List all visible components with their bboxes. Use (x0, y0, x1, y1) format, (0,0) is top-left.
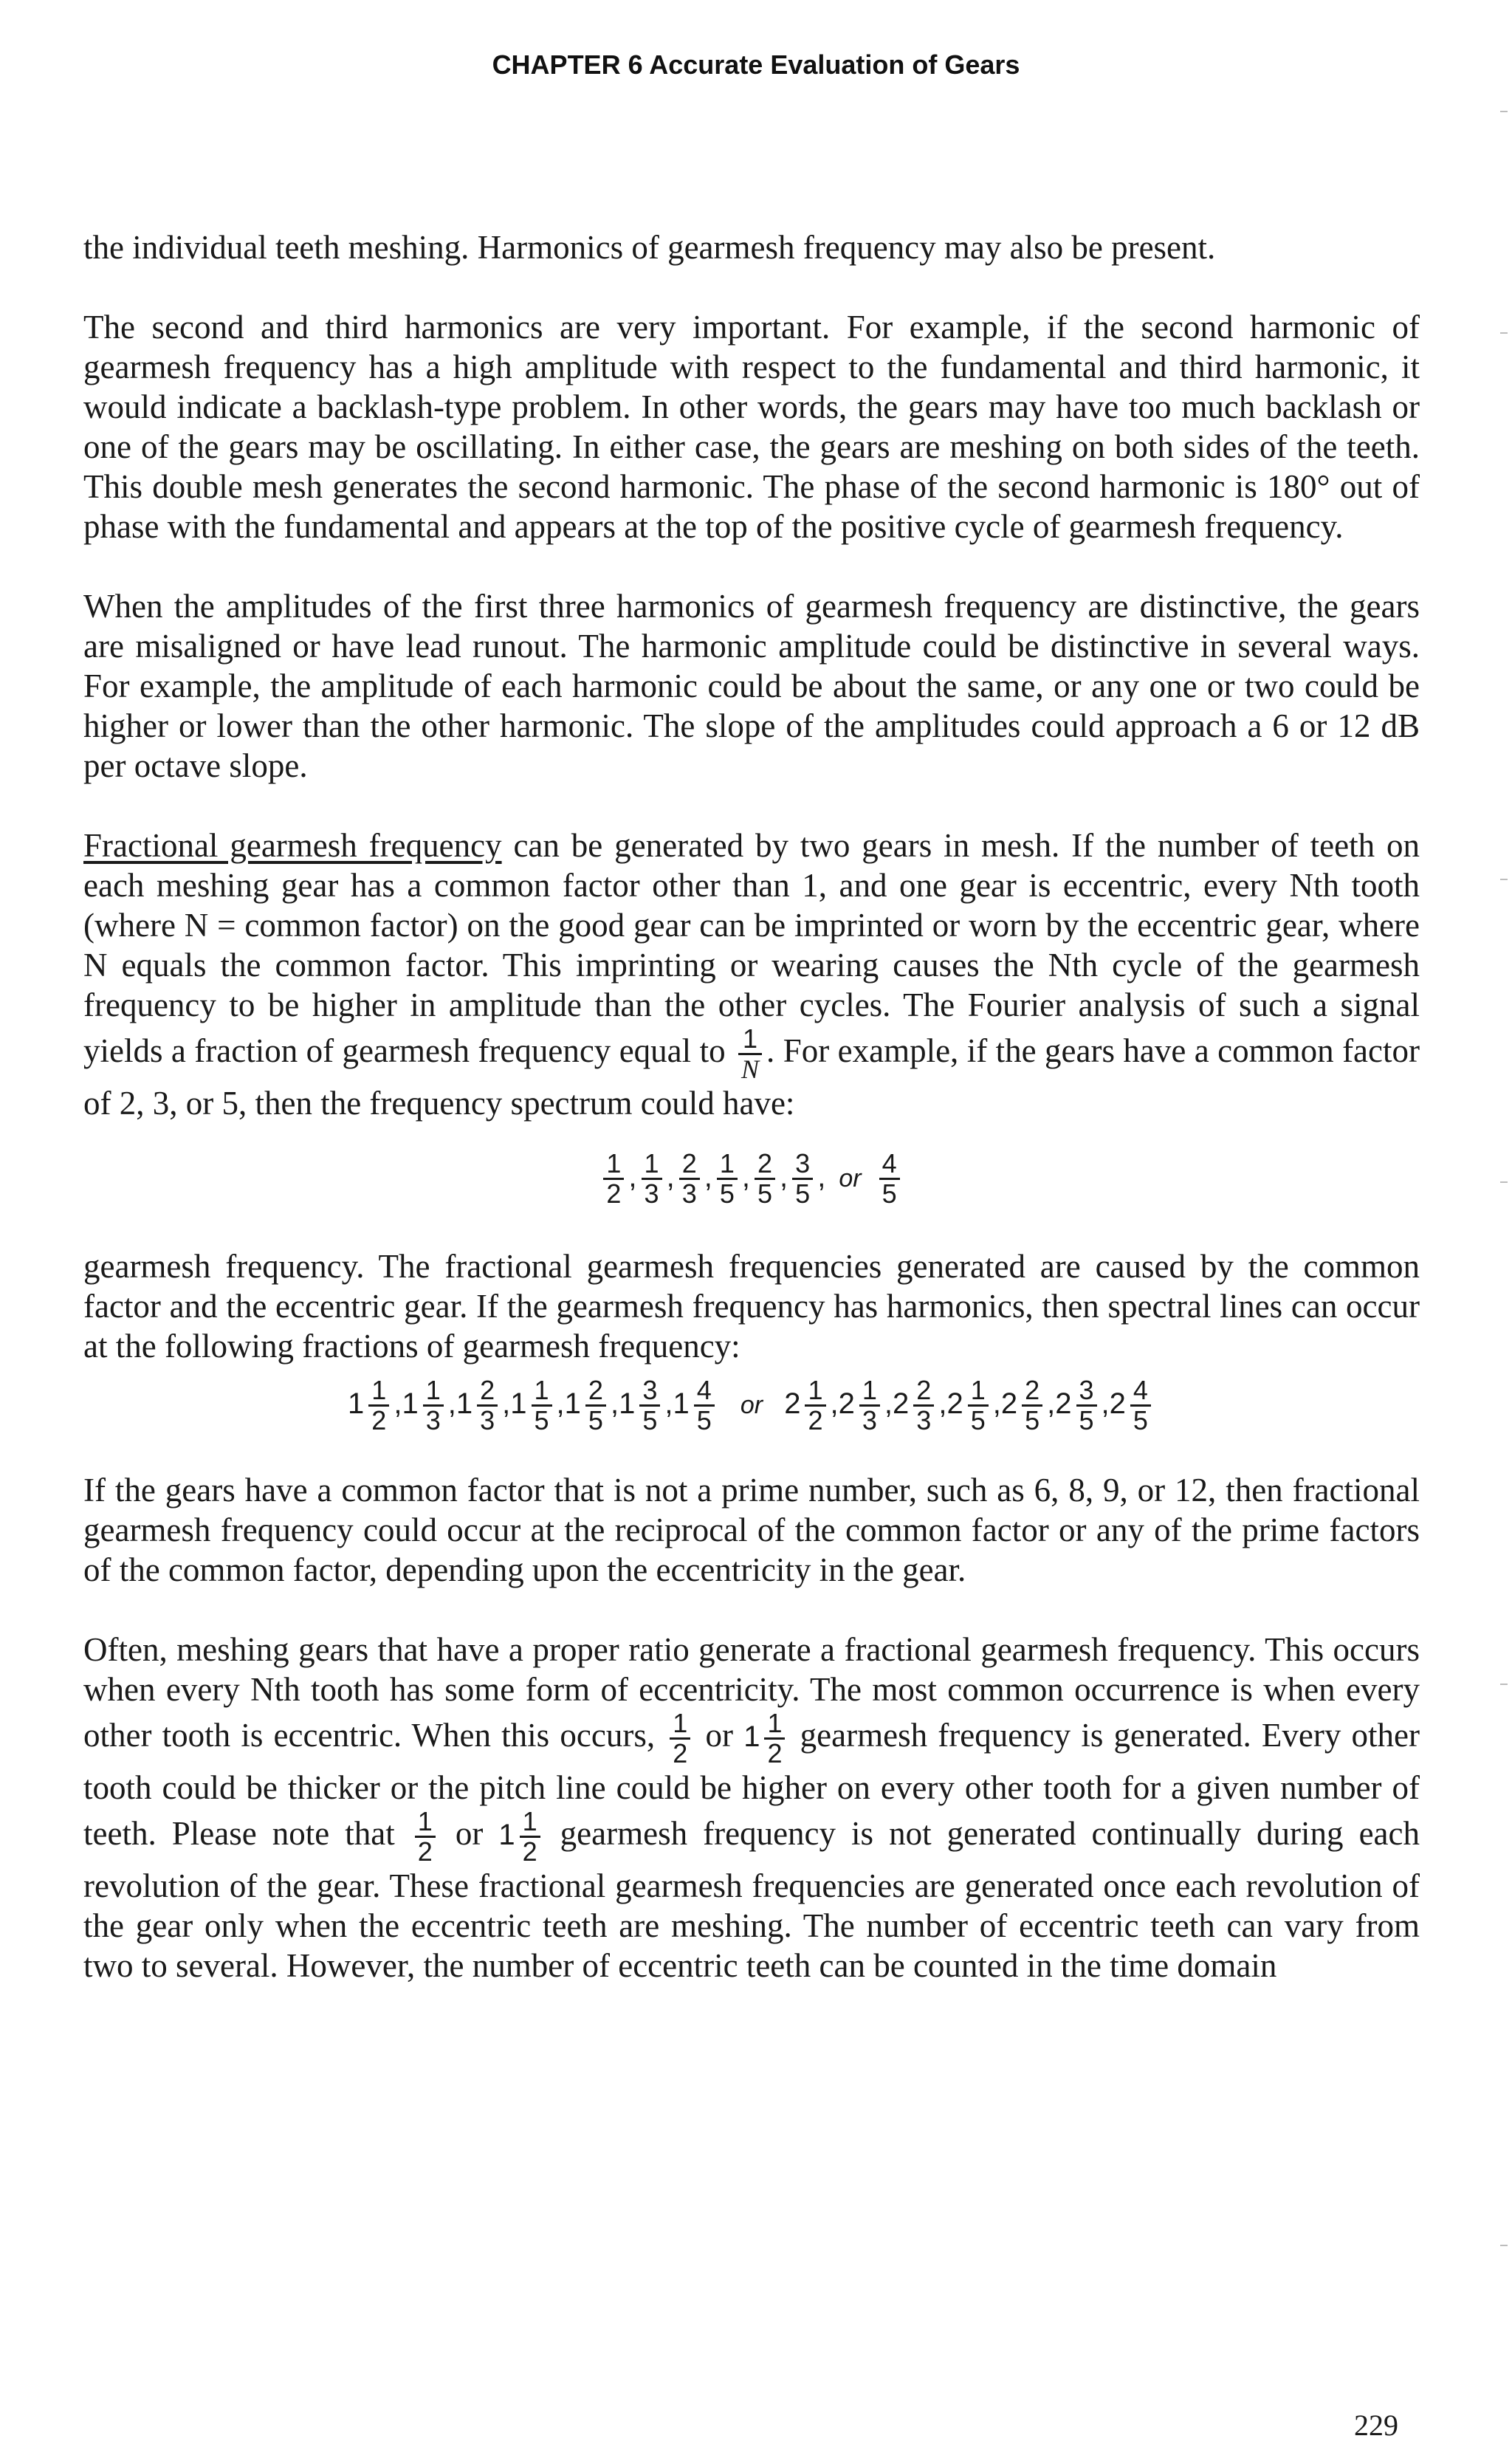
fraction-denominator: 2 (522, 1836, 537, 1867)
fraction-denominator: N (741, 1054, 760, 1084)
fraction-list-equation (83, 1150, 1420, 1208)
mixed-whole-number: 2 (893, 1387, 910, 1421)
fraction-numerator: 2 (477, 1376, 498, 1407)
fraction-numerator: 1 (805, 1376, 825, 1407)
mixed-fraction-group-2 (784, 1375, 1155, 1435)
comma-separator: , (830, 1387, 839, 1421)
fraction-denominator: 5 (1133, 1405, 1148, 1435)
fraction-term (792, 1150, 813, 1208)
paragraph-7-text-a: Often, meshing gears that have a proper ratio generate a fractional gearmesh frequency. This occurs when every Nth tooth has some form of eccentricity. The most common occurrence is when every other tooth is eccentric. When this occurs, (83, 1631, 1420, 1754)
mixed-whole-number: 1 (402, 1387, 419, 1421)
comma-separator: , (447, 1387, 456, 1421)
margin-mark (1500, 1181, 1508, 1183)
fraction-denominator: 2 (417, 1836, 433, 1867)
paragraph-6: If the gears have a common factor that is not a prime number, such as 6, 8, 9, or 12, then fractional gearmesh frequency could occur at the reciprocal of the common factor or any of the prime factors of the common factor, depending upon the eccentricity in the gear. (83, 1472, 1420, 1588)
mixed-whole-number: 1 (456, 1387, 473, 1421)
mixed-fraction-term (913, 1376, 934, 1435)
paragraph-1: the individual teeth meshing. Harmonics of gearmesh frequency may also be present. (83, 229, 1216, 266)
fraction-numerator: 4 (1130, 1376, 1151, 1407)
comma-separator: , (628, 1161, 637, 1194)
fraction-denominator: 3 (916, 1405, 932, 1435)
fraction-one-half-mixed (764, 1709, 785, 1768)
mixed-fraction-term (1076, 1376, 1097, 1435)
fraction-term (879, 1150, 900, 1208)
fraction-denominator: 5 (719, 1178, 735, 1209)
fraction-term (603, 1150, 624, 1208)
fraction-numerator: 3 (1076, 1376, 1097, 1407)
comma-separator: , (817, 1161, 826, 1194)
mixed-whole-number: 1 (348, 1387, 365, 1421)
fraction-denominator: 3 (862, 1405, 877, 1435)
mixed-fraction-term (694, 1376, 715, 1435)
fraction-numerator: 1 (603, 1150, 624, 1180)
mixed-fraction-term (968, 1376, 989, 1435)
fraction-denominator: 5 (588, 1405, 603, 1435)
comma-separator: , (664, 1387, 673, 1421)
mixed-whole-number: 2 (838, 1387, 855, 1421)
comma-separator: , (666, 1161, 675, 1194)
paragraph-7 (83, 1630, 1420, 1986)
fraction-numerator: 1 (968, 1376, 989, 1407)
mixed-whole-number: 2 (1055, 1387, 1072, 1421)
paragraph-2: The second and third harmonics are very important. For example, if the second harmonic of gearmesh frequency has a high amplitude with respect to the fundamental and third harmonic, it would indicate a backlash-type problem. In other words, the gears may have too much backlash or one of the gears may be oscillating. In either case, the gears are meshing on both sides of the teeth. This double mesh generates the second harmonic. The phase of the second harmonic is 180° out of phase with the fundamental and appears at the top of the positive cycle of gearmesh frequency. (83, 309, 1420, 545)
fraction-denominator: 5 (882, 1178, 897, 1209)
fraction-one-half-mixed-2 (520, 1808, 540, 1866)
fraction-numerator: 1 (764, 1709, 785, 1740)
fraction-denominator: 2 (673, 1738, 688, 1768)
paragraph-7-text-b: gearmesh frequency is generated. Every other tooth could be thicker or the pitch line could be higher on every other tooth for a given number of teeth. Please note that (83, 1716, 1420, 1852)
fraction-numerator: 4 (694, 1376, 715, 1407)
mixed-whole-number: 1 (619, 1387, 636, 1421)
fraction-numerator: 1 (520, 1808, 540, 1838)
fraction-denominator: 3 (480, 1405, 495, 1435)
fraction-numerator: 1 (423, 1376, 444, 1407)
fraction-denominator: 3 (681, 1178, 697, 1209)
fraction-denominator: 2 (606, 1178, 622, 1209)
mixed-whole-number: 2 (784, 1387, 801, 1421)
fraction-denominator: 2 (808, 1405, 823, 1435)
margin-mark (1500, 332, 1508, 334)
margin-mark (1500, 2245, 1508, 2246)
mixed-fraction-term (423, 1376, 444, 1435)
fraction-term (755, 1150, 775, 1208)
chapter-header: CHAPTER 6 Accurate Evaluation of Gears (492, 49, 1020, 80)
fraction-numerator: 3 (639, 1376, 660, 1407)
paragraph-4 (83, 826, 1420, 1123)
fraction-numerator: 1 (415, 1808, 436, 1838)
comma-separator: , (394, 1387, 402, 1421)
or-word: or (740, 1391, 763, 1420)
margin-mark (1500, 879, 1508, 880)
comma-separator: , (884, 1387, 893, 1421)
fraction-denominator: 5 (534, 1405, 549, 1435)
fraction-numerator: 1 (532, 1376, 552, 1407)
fraction-numerator: 1 (859, 1376, 880, 1407)
comma-separator: , (704, 1161, 712, 1194)
paragraph-5: gearmesh frequency. The fractional gearmesh frequencies generated are caused by the common factor and the eccentric gear. If the gearmesh frequency has harmonics, then spectral lines can occur at the following fractions of gearmesh frequency: (83, 1248, 1420, 1365)
comma-separator: , (938, 1387, 947, 1421)
fraction-denominator: 5 (970, 1405, 986, 1435)
mixed-whole: 1 (743, 1720, 760, 1753)
paragraph-7-text-c: gearmesh frequency is not generated continually during each revolution of the gear. These fractional gearmesh frequencies are generated once each revolution of the gear only when the eccentric teeth are meshing. The number of eccentric teeth can vary from two to several. However, the number of eccentric teeth can be counted in the time domain (83, 1814, 1420, 1984)
fraction-one-half-2 (415, 1808, 436, 1866)
comma-separator: , (610, 1387, 619, 1421)
or-word: or (839, 1164, 862, 1193)
fraction-numerator: 4 (879, 1150, 900, 1180)
fraction-numerator: 1 (670, 1709, 690, 1740)
paragraph-4-text: can be generated by two gears in mesh. If the number of teeth on each meshing gear has a common factor other than 1, and one gear is eccentric, every Nth tooth (where N = common factor) on the good gear can be imprinted or worn by the eccentric gear, where N equals the common factor. This imprinting or wearing causes the Nth cycle of the gearmesh frequency to be higher in amplitude than the other cycles. The Fourier analysis of such a signal yields a fraction of gearmesh frequency equal to (83, 827, 1420, 1069)
fraction-one-half (670, 1709, 690, 1768)
mixed-fraction-term (477, 1376, 498, 1435)
underlined-term: Fractional gearmesh frequency (83, 827, 502, 864)
comma-separator: , (992, 1387, 1001, 1421)
paragraph-3: When the amplitudes of the first three harmonics of gearmesh frequency are distinctive, the gears are misaligned or have lead runout. The harmonic amplitude could be distinctive in several ways. For example, the amplitude of each harmonic could be about the same, or any one or two could be higher or lower than the other harmonic. The slope of the amplitudes could approach a 6 or 12 dB per octave slope. (83, 588, 1420, 784)
mixed-whole-number: 2 (1109, 1387, 1126, 1421)
fraction-numerator: 2 (585, 1376, 606, 1407)
fraction-denominator: 3 (644, 1178, 659, 1209)
fraction-numerator: 1 (642, 1150, 662, 1180)
mixed-whole-number: 1 (673, 1387, 690, 1421)
fraction-term (679, 1150, 700, 1208)
mixed-fraction-group-1 (348, 1375, 719, 1435)
margin-mark (1500, 111, 1508, 112)
comma-separator: , (780, 1161, 788, 1194)
mixed-whole-number: 1 (510, 1387, 527, 1421)
fraction-term (717, 1150, 738, 1208)
comma-separator: , (556, 1387, 565, 1421)
mixed-fraction-term (805, 1376, 825, 1435)
mixed-fraction-term (368, 1376, 389, 1435)
fraction-denominator: 5 (642, 1405, 658, 1435)
fraction-numerator: 2 (679, 1150, 700, 1180)
comma-separator: , (1047, 1387, 1056, 1421)
mixed-whole-number: 1 (564, 1387, 581, 1421)
mixed-whole-2: 1 (498, 1818, 515, 1851)
mixed-fraction-term (585, 1376, 606, 1435)
fraction-list (599, 1148, 904, 1209)
mixed-fraction-term (532, 1376, 552, 1435)
fraction-denominator: 5 (1079, 1405, 1094, 1435)
mixed-whole-number: 2 (1000, 1387, 1018, 1421)
fraction-numerator: 1 (717, 1150, 738, 1180)
mixed-fraction-equation (83, 1376, 1420, 1435)
fraction-numerator: 2 (913, 1376, 934, 1407)
fraction-denominator: 2 (371, 1405, 387, 1435)
fraction-denominator: 5 (696, 1405, 712, 1435)
mixed-fraction-term (859, 1376, 880, 1435)
mixed-fraction-term (1022, 1376, 1042, 1435)
mixed-fraction-term (1130, 1376, 1151, 1435)
or-text: or (695, 1716, 744, 1754)
page-number: 229 (1354, 2409, 1398, 2442)
fraction-denominator: 5 (795, 1178, 811, 1209)
fraction-denominator: 2 (767, 1738, 783, 1768)
comma-separator: , (502, 1387, 511, 1421)
comma-separator: , (1101, 1387, 1110, 1421)
fraction-denominator: 5 (1025, 1405, 1040, 1435)
fraction-numerator: 1 (738, 1025, 762, 1055)
fraction-denominator: 5 (757, 1178, 773, 1209)
fraction-one-over-n (738, 1025, 762, 1083)
paragraph-4-tail: . For example, if the gears have a common factor of 2, 3, or 5, then the frequency spectrum could have: (83, 1032, 1420, 1122)
or-text-2: or (439, 1814, 499, 1852)
fraction-denominator: 3 (425, 1405, 441, 1435)
margin-mark (1500, 1684, 1508, 1685)
mixed-whole-number: 2 (946, 1387, 963, 1421)
fraction-numerator: 2 (755, 1150, 775, 1180)
mixed-fraction-term (639, 1376, 660, 1435)
comma-separator: , (741, 1161, 751, 1194)
page-body (83, 227, 1420, 2025)
fraction-term (642, 1150, 662, 1208)
fraction-numerator: 1 (368, 1376, 389, 1407)
fraction-numerator: 2 (1022, 1376, 1042, 1407)
fraction-numerator: 3 (792, 1150, 813, 1180)
